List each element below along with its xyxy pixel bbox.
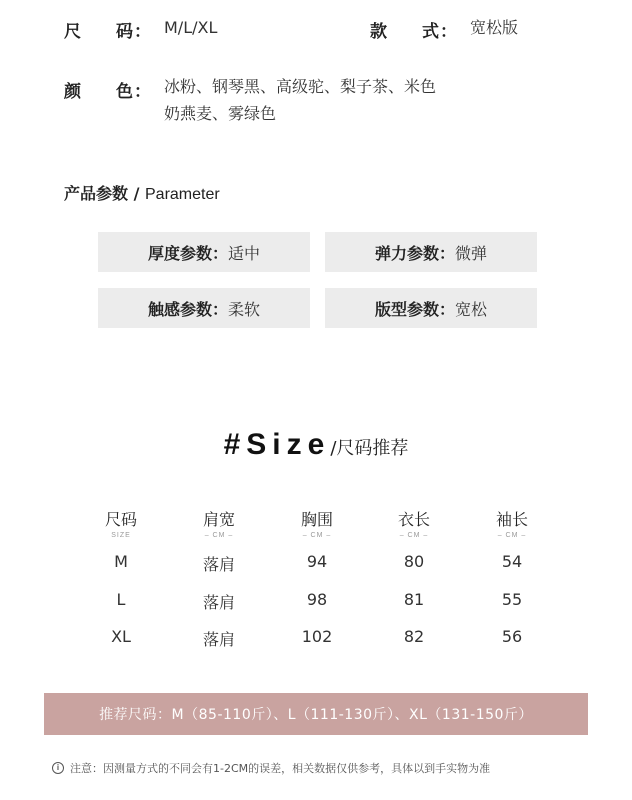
size-heading	[0, 428, 632, 462]
measurement-note	[52, 760, 490, 776]
size-label: 尺 码：	[64, 22, 152, 42]
table-cell: 55	[501, 590, 523, 609]
table-cell: 落肩	[202, 555, 235, 574]
size-value: M/L/XL	[164, 18, 218, 37]
table-cell: 94	[306, 552, 328, 571]
param-touch: 触感参数： 柔软	[98, 288, 310, 328]
color-value-line2: 奶燕麦、雾绿色	[164, 104, 277, 123]
table-cell: 98	[306, 590, 328, 609]
size-heading-subtitle: /尺码推荐	[330, 438, 409, 459]
table-cell: M	[114, 552, 128, 571]
color-value-line1: 冰粉、钢琴黑、高级驼、梨子茶、米色	[164, 77, 437, 96]
table-cell: 102	[301, 627, 333, 646]
column-header-sleeve: 袖长 – CM –	[495, 510, 528, 539]
table-cell: 80	[403, 552, 425, 571]
column-header-shoulder: 肩宽 – CM –	[202, 510, 235, 539]
note-text: 注意：因测量方式的不同会有1-2CM的误差，相关数据仅供参考，具体以到手实物为准	[70, 762, 491, 775]
param-elasticity: 弹力参数： 微弹	[325, 232, 537, 272]
style-label: 款 式：	[370, 22, 458, 42]
table-cell: 81	[403, 590, 425, 609]
info-icon: i	[52, 762, 64, 774]
table-cell: 落肩	[202, 593, 235, 612]
param-fit: 版型参数： 宽松	[325, 288, 537, 328]
parameter-section-title: 产品参数 / Parameter	[64, 184, 220, 203]
table-cell: 56	[501, 627, 523, 646]
style-value: 宽松版	[470, 18, 519, 37]
table-cell: 54	[501, 552, 523, 571]
param-thickness: 厚度参数： 适中	[98, 232, 310, 272]
column-header-chest: 胸围 – CM –	[300, 510, 333, 539]
table-cell: L	[116, 590, 126, 609]
color-label: 颜 色：	[64, 82, 152, 102]
table-cell: XL	[111, 627, 131, 646]
table-cell: 落肩	[202, 630, 235, 649]
size-heading-title: #Size	[223, 428, 331, 461]
size-recommendation-bar: 推荐尺码：M（85-110斤）、L（111-130斤）、XL（131-150斤）	[44, 693, 588, 735]
column-header-size: 尺码 SIZE	[104, 510, 137, 539]
column-header-length: 衣长 – CM –	[397, 510, 430, 539]
table-cell: 82	[403, 627, 425, 646]
